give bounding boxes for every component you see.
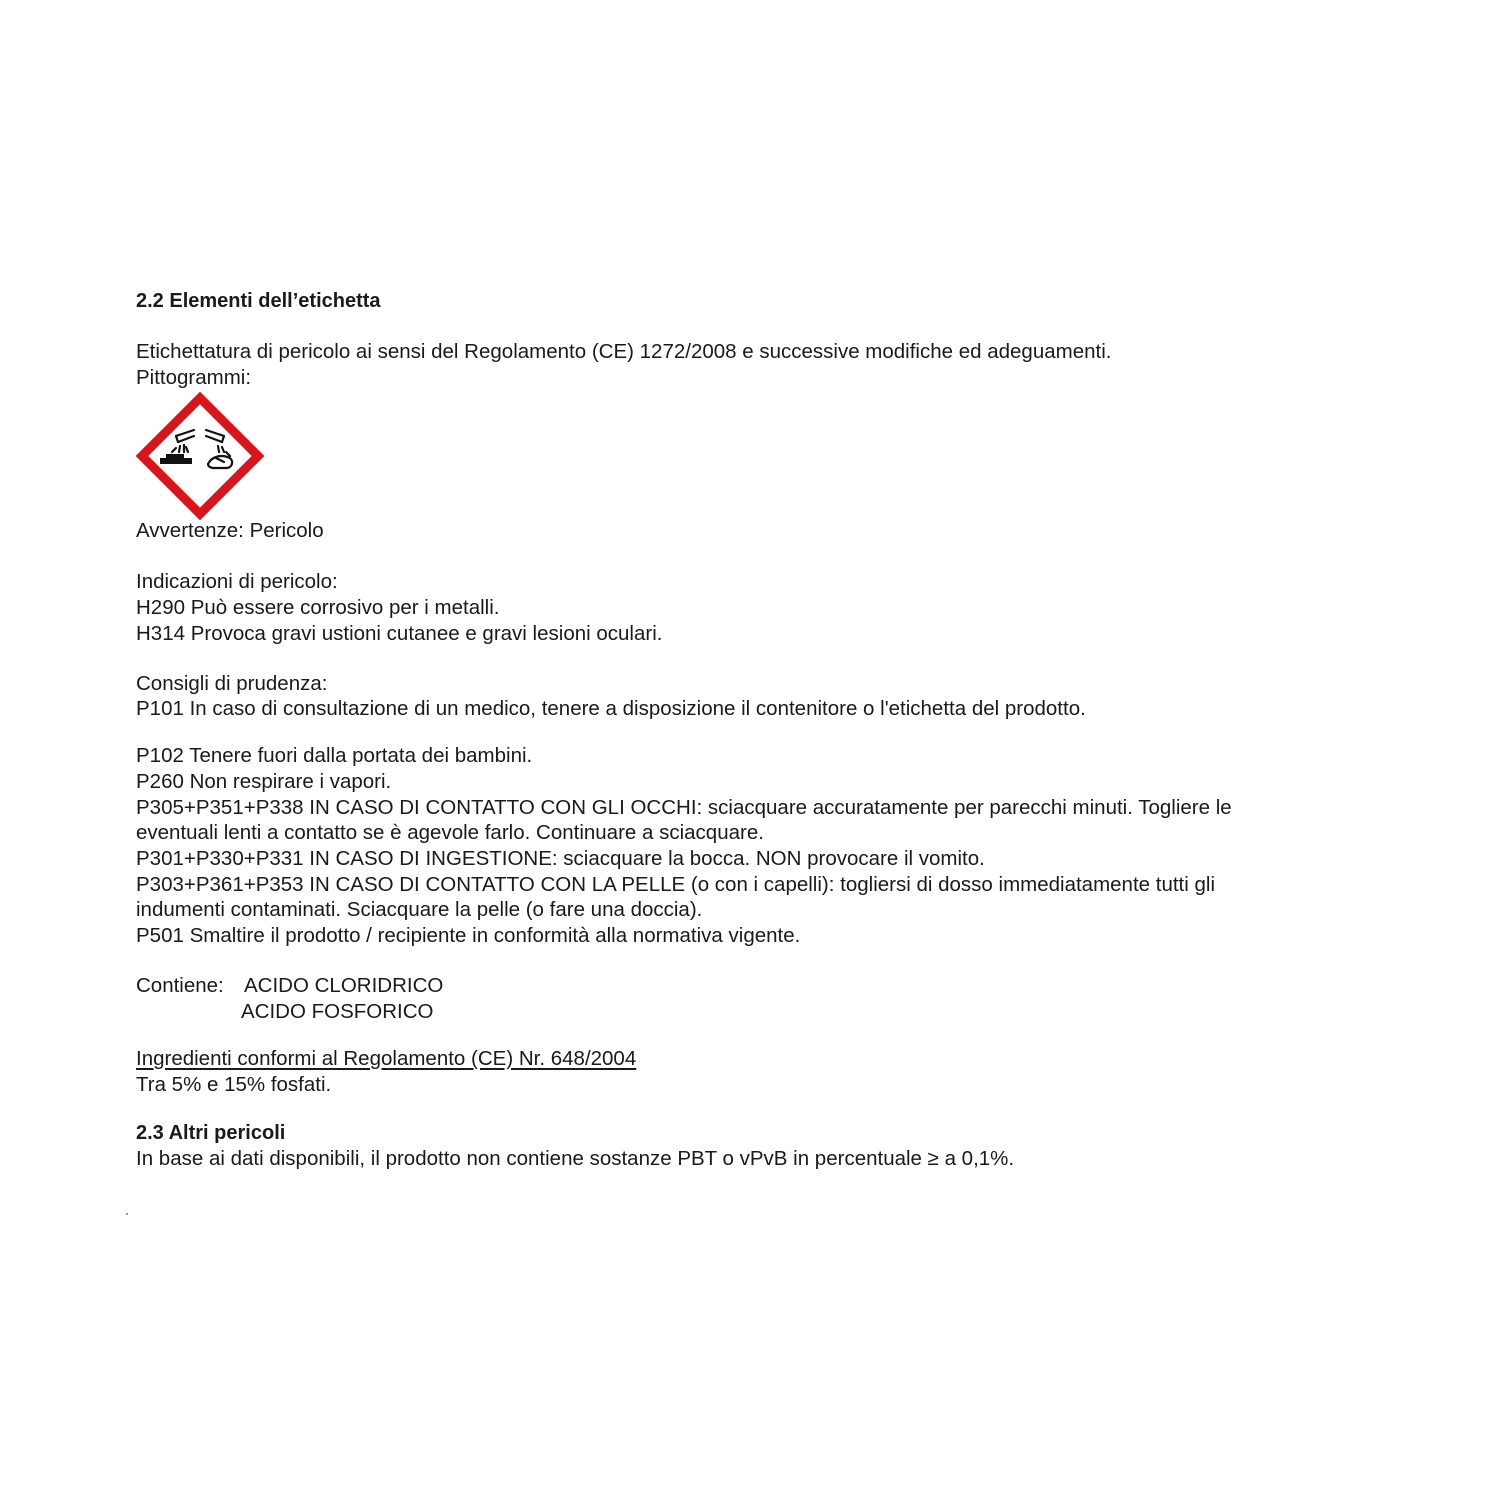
ingredients-text: Tra 5% e 15% fosfati. (136, 1073, 332, 1096)
section-2-3-heading: 2.3 Altri pericoli (136, 1122, 286, 1144)
contains-label: Contiene: (136, 974, 224, 997)
other-hazards-text: In base ai dati disponibili, il prodotto non contiene sostanze PBT o vPvB in percentuale ≥ a 0,1%. (136, 1147, 1015, 1170)
precautionary-statement: P501 Smaltire il prodotto / recipiente in conformità alla normativa vigente. (136, 924, 801, 947)
contains-substance: ACIDO FOSFORICO (241, 1000, 434, 1023)
section-2-2-heading: 2.2 Elementi dell’etichetta (136, 290, 381, 312)
precautionary-statement: P101 In caso di consultazione di un medico, tenere a disposizione il contenitore o l'etichetta del prodotto. (136, 697, 1086, 720)
hazard-statements-label: Indicazioni di pericolo: (136, 570, 338, 593)
precautionary-statement: P102 Tenere fuori dalla portata dei bambini. (136, 744, 533, 767)
stray-dot (126, 1213, 128, 1215)
precautionary-statement: P303+P361+P353 IN CASO DI CONTATTO CON LA PELLE (o con i capelli): togliersi di dosso immediatamente tutti gli (136, 873, 1216, 896)
pictograms-label: Pittogrammi: (136, 366, 252, 389)
labelling-intro: Etichettatura di pericolo ai sensi del Regolamento (CE) 1272/2008 e successive modifiche ed adeguamenti. (136, 340, 1112, 363)
precautionary-statement: P260 Non respirare i vapori. (136, 770, 392, 793)
contains-substance: ACIDO CLORIDRICO (244, 974, 444, 997)
signal-word: Avvertenze: Pericolo (136, 519, 324, 542)
hazard-statement: H290 Può essere corrosivo per i metalli. (136, 596, 500, 619)
ingredients-heading: Ingredienti conformi al Regolamento (CE) Nr. 648/2004 (136, 1047, 637, 1070)
precautionary-statement: eventuali lenti a contatto se è agevole farlo. Continuare a sciacquare. (136, 821, 764, 844)
precautionary-statement: indumenti contaminati. Sciacquare la pelle (o fare una doccia). (136, 898, 703, 921)
precautionary-statement: P301+P330+P331 IN CASO DI INGESTIONE: sciacquare la bocca. NON provocare il vomito. (136, 847, 985, 870)
ghs05-corrosion-icon (136, 392, 264, 520)
precautionary-label: Consigli di prudenza: (136, 672, 328, 695)
precautionary-statement: P305+P351+P338 IN CASO DI CONTATTO CON GLI OCCHI: sciacquare accuratamente per parecchi minuti. Togliere le (136, 796, 1232, 819)
hazard-statement: H314 Provoca gravi ustioni cutanee e gravi lesioni oculari. (136, 622, 663, 645)
